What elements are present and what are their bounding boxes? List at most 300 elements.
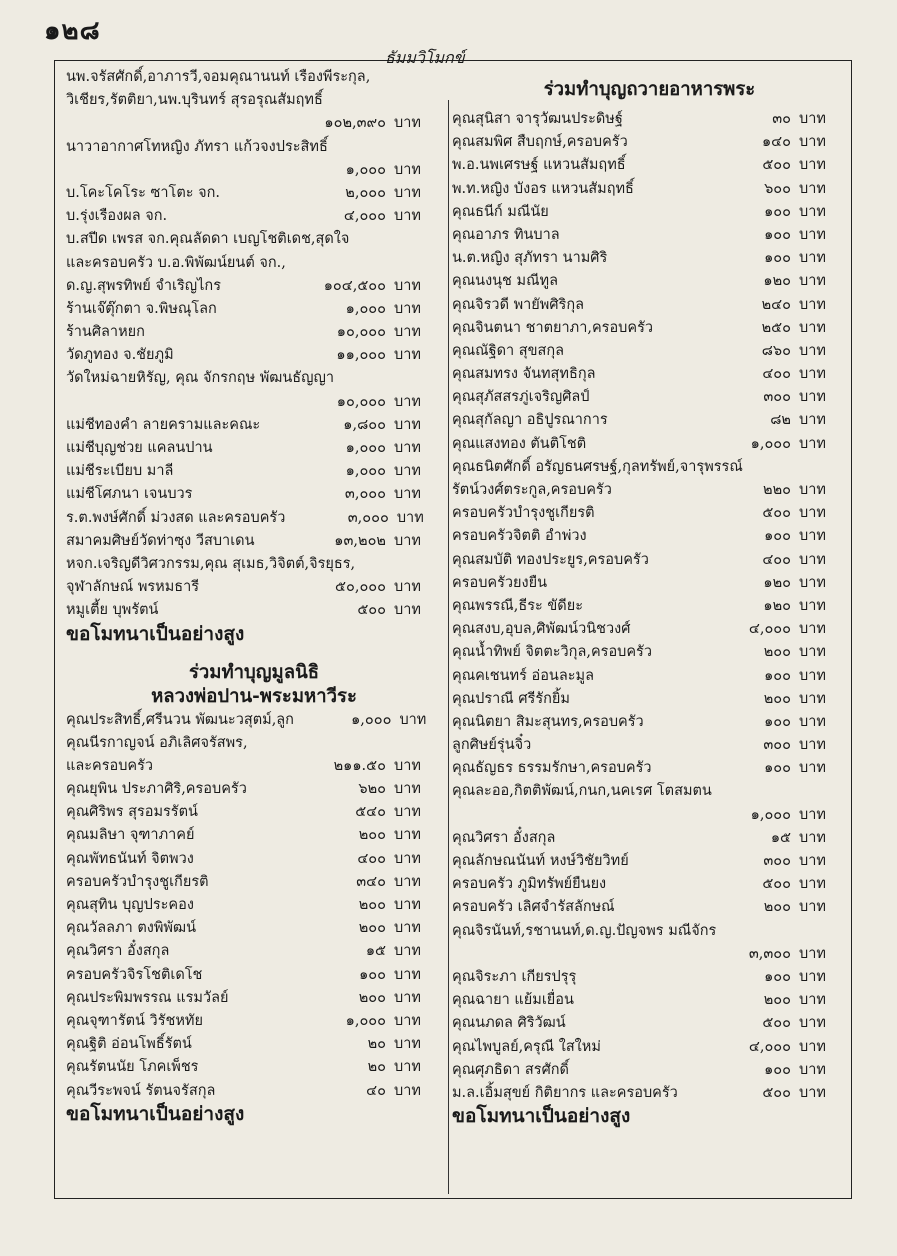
donor-name: คุณธัญธร ธรรมรักษา,ครอบครัว <box>452 760 652 777</box>
currency-unit: บาท <box>394 757 421 774</box>
donation-row <box>66 507 442 530</box>
donation-amount: ๑๒๐ <box>763 273 791 290</box>
currency-unit <box>394 732 442 755</box>
currency-unit: บาท <box>799 992 826 1009</box>
donor-name: บ.รุ่งเรืองผล จก. <box>66 208 168 225</box>
donor-name: คุณประพิมพรรณ แรมวัลย์ <box>66 989 229 1006</box>
donation-row <box>66 252 442 275</box>
donor-name: ม.ล.เอิ้มสุขย์ กิติยากร และครอบครัว <box>452 1084 678 1101</box>
foundation-donation-row <box>66 755 442 778</box>
currency-unit: บาท <box>799 111 826 127</box>
donation-amount: ๑๓,๒๐๒ <box>334 532 386 549</box>
currency-unit: บาท <box>394 1012 421 1029</box>
donation-amount: ๘๒ <box>770 412 791 429</box>
currency-unit: บาท <box>394 943 421 960</box>
donation-row <box>66 530 442 553</box>
currency-unit: บาท <box>799 157 826 174</box>
donation-amount: ๔๐๐ <box>357 850 386 867</box>
donor-name: ครอบครัวบำรุงชูเกียรติ <box>452 505 595 522</box>
section-heading: ร่วมทำบุญมูลนิธิ <box>188 661 320 683</box>
donation-amount <box>355 553 418 576</box>
donation-amount: ๑๑,๐๐๐ <box>336 347 386 364</box>
currency-unit: บาท <box>799 1084 826 1101</box>
donation-amount: ๓,๐๐๐ <box>347 509 389 526</box>
donation-amount: ๘๖๐ <box>761 342 791 359</box>
donation-row <box>66 391 442 414</box>
food-donation-row <box>452 734 847 757</box>
food-donation-row <box>452 850 847 873</box>
currency-unit: บาท <box>799 945 826 962</box>
donor-name: คุณศิริพร สุรอมรรัตน์ <box>66 804 198 821</box>
donor-name: คุณสุทิน บุญประคอง <box>66 897 194 913</box>
donor-name: ด.ญ.สุพรทิพย์ จำเริญไกร <box>66 277 222 294</box>
donor-name: คุณสุนิสา จารุวัฒนประดิษฐ์ <box>452 111 623 127</box>
donor-name: คุณวิศรา อั๋งสกุล <box>66 943 170 960</box>
donor-name: คุณศุภธิดา สรศักดิ์ <box>452 1061 569 1078</box>
currency-unit: บาท <box>394 184 421 201</box>
currency-unit: บาท <box>799 482 826 498</box>
currency-unit: บาท <box>394 463 421 480</box>
donor-name: คุณวัลลภา ตงพิพัฒน์ <box>66 920 196 937</box>
donation-amount: ๒๐๐ <box>358 897 386 913</box>
food-donation-row <box>452 502 847 525</box>
donor-name: ร้านเจ๊ตุ๊กตา จ.พิษณุโลก <box>66 300 217 317</box>
donation-amount: ๔๐๐ <box>762 551 791 568</box>
foundation-donation-row <box>66 778 442 801</box>
donation-amount: ๔,๐๐๐ <box>748 1038 791 1055</box>
food-donation-row <box>452 827 847 850</box>
currency-unit: บาท <box>394 579 421 596</box>
food-donation-row <box>452 317 847 340</box>
foundation-donation-row <box>66 987 442 1010</box>
donor-name: และครอบครัว <box>66 757 154 774</box>
foundation-donation-row <box>66 1010 442 1033</box>
donation-amount: ๑๐๐ <box>764 760 791 777</box>
donation-amount: ๕๐๐ <box>762 505 791 522</box>
currency-unit: บาท <box>799 134 826 151</box>
donation-amount: ๒๐๐ <box>763 992 791 1009</box>
header-title: ธัมมวิโมกข์ <box>385 48 465 67</box>
currency-unit: บาท <box>799 180 826 197</box>
currency-unit: บาท <box>799 667 826 684</box>
donation-amount: ๕๐๐ <box>762 1084 791 1101</box>
donor-name: คุณมลิษา จุฑาภาคย์ <box>66 827 195 844</box>
donor-name: คุณธนีก์ มณีนัย <box>452 203 549 220</box>
spacer <box>452 66 847 78</box>
donation-row <box>66 414 442 437</box>
currency-unit: บาท <box>799 574 826 591</box>
donor-name: คุณฐิติ อ่อนโพธิ์รัตน์ <box>66 1036 192 1053</box>
currency-unit: บาท <box>394 873 421 890</box>
donor-name: คุณพรรณี,ธีระ ขัดียะ <box>452 597 583 614</box>
donor-name: ครอบครัวบำรุงชูเกียรติ <box>66 873 209 890</box>
currency-unit: บาท <box>799 551 826 568</box>
donation-amount: ๒๕๐ <box>761 319 791 336</box>
food-donation-row <box>452 966 847 989</box>
donation-amount: ๑๐๐ <box>764 1061 791 1078</box>
donation-amount: ๑๕ <box>770 829 791 846</box>
currency-unit: บาท <box>799 760 826 777</box>
donation-row <box>66 576 442 599</box>
food-donation-row <box>452 873 847 896</box>
donation-amount: ๒๐๐ <box>358 989 386 1006</box>
donor-name: หมูเตี้ย บุพรัตน์ <box>66 602 159 619</box>
donor-name: แม่ชีทองคำ ลายครามและคณะ <box>66 416 261 433</box>
donation-row <box>66 321 442 344</box>
foundation-donation-row <box>66 824 442 847</box>
donation-amount: ๑,๘๐๐ <box>343 416 386 433</box>
donation-amount: ๑,๐๐๐ <box>351 711 392 728</box>
food-donation-row <box>452 757 847 780</box>
donation-amount: ๒๐๐ <box>358 920 386 937</box>
donor-name: คุณลักษณนันท์ หงษ์วิชัยวิทย์ <box>452 853 629 869</box>
donation-amount <box>716 920 803 943</box>
donor-name: ร.ต.พงษ์ศักดิ์ ม่วงสด และครอบครัว <box>66 509 286 526</box>
section-subheading: หลวงพ่อปาน-พระมหาวีระ <box>151 685 357 707</box>
currency-unit <box>801 780 847 803</box>
donor-name: สมาคมศิษย์วัดท่าซุง วีสบาเดน <box>66 532 255 549</box>
currency-unit: บาท <box>394 440 421 456</box>
donation-amount: ๑๐,๐๐๐ <box>336 324 386 341</box>
foundation-donation-row <box>66 871 442 894</box>
donor-name: คุณจิระภา เกียรปรุรุ <box>452 968 577 985</box>
currency-unit: บาท <box>799 968 826 985</box>
donor-name: คุณคเชนทร์ อ่อนละมูล <box>452 667 594 684</box>
donation-amount: ๓๔๐ <box>356 873 386 890</box>
donation-row <box>66 112 442 135</box>
donation-amount: ๑๐๐ <box>764 667 791 684</box>
donation-row <box>66 437 442 460</box>
food-donation-row <box>452 920 847 943</box>
donor-name: ครอบครัว เลิศจำรัสลักษณ์ <box>452 899 615 916</box>
food-donation-row <box>452 618 847 641</box>
donor-name: คุณฉายา แย้มเยื่อน <box>452 992 574 1009</box>
donation-row <box>66 599 442 622</box>
foundation-donation-row <box>66 848 442 871</box>
donation-row <box>66 275 442 298</box>
donor-name: หจก.เจริญดีวิศวกรรม,คุณ สุเมธ,วิจิตต์,จิรยุธร, <box>66 555 356 572</box>
left-column <box>66 66 442 1129</box>
donation-amount: ๑๒๐ <box>763 574 791 591</box>
foundation-donation-row <box>66 1056 442 1079</box>
donor-name: ลูกศิษย์รุ่นจิ๋ว <box>452 737 532 754</box>
donor-name: คุณวิศรา อั๋งสกุล <box>452 829 556 846</box>
currency-unit: บาท <box>799 412 826 429</box>
donation-amount: ๑๐๔,๕๐๐ <box>323 277 386 294</box>
page-number: ๑๒๘ <box>44 16 101 46</box>
spacer <box>66 649 442 661</box>
donor-name: คุณจิรวดี พายัพศิริกุล <box>452 296 585 313</box>
currency-unit: บาท <box>394 1082 421 1099</box>
donation-amount: ๑๔๐ <box>761 134 791 151</box>
donor-name: คุณแสงทอง ตันติโชติ <box>452 435 587 452</box>
donation-amount: ๑,๐๐๐ <box>750 435 791 452</box>
donor-name: คุณนภดล ศิริวัฒน์ <box>452 1015 566 1032</box>
currency-unit: บาท <box>394 277 421 294</box>
currency-unit: บาท <box>799 1015 826 1032</box>
food-donation-row <box>452 572 847 595</box>
food-donation-row <box>452 479 847 502</box>
currency-unit: บาท <box>394 161 421 178</box>
donation-amount: ๒๒๐ <box>763 482 791 498</box>
donation-amount: ๑๐๐ <box>764 528 791 545</box>
donor-name: แม่ชีระเบียบ มาลี <box>66 463 174 480</box>
food-donation-row <box>452 549 847 572</box>
donation-amount: ๒๐๐ <box>763 644 791 661</box>
food-donation-row <box>452 688 847 711</box>
currency-unit: บาท <box>394 1059 421 1076</box>
donor-name: คุณนิตยา สิมะสุนทร,ครอบครัว <box>452 713 644 730</box>
currency-unit <box>416 228 442 251</box>
donation-amount: ๔,๐๐๐ <box>748 621 791 638</box>
currency-unit: บาท <box>399 711 427 728</box>
currency-unit: บาท <box>799 505 826 522</box>
donation-amount: ๓,๐๐๐ <box>344 486 386 503</box>
donation-amount: ๑๐๐ <box>764 203 791 220</box>
donor-name: คุณจิรนันท์,รชานนท์,ด.ญ.ปัญจพร มณีจักร <box>452 922 717 939</box>
donation-amount: ๖๒๐ <box>358 781 386 798</box>
food-donation-row <box>452 1036 847 1059</box>
currency-unit: บาท <box>799 250 826 267</box>
donor-name: จุฬาลักษณ์ พรหมธารี <box>66 579 200 596</box>
currency-unit <box>410 136 442 159</box>
donation-amount: ๖๐๐ <box>764 180 791 197</box>
donation-amount: ๑๐๐ <box>764 250 791 267</box>
donor-name: แม่ชีบุญช่วย แคลนปาน <box>66 440 213 456</box>
food-donation-row <box>452 711 847 734</box>
foundation-donation-row <box>66 917 442 940</box>
donation-amount: ๑๐๐ <box>359 966 386 983</box>
currency-unit: บาท <box>799 296 826 313</box>
foundation-donation-row <box>66 964 442 987</box>
donation-row <box>66 159 442 182</box>
currency-unit: บาท <box>394 827 421 844</box>
donation-row <box>66 228 442 251</box>
currency-unit: บาท <box>394 300 421 317</box>
donation-amount: ๑๐๐ <box>764 713 791 730</box>
currency-unit: บาท <box>799 876 826 893</box>
donor-name: คุณนีรกาญจน์ อภิเลิศจรัสพร, <box>66 734 248 751</box>
donation-row <box>66 182 442 205</box>
food-donation-row <box>452 340 847 363</box>
food-donation-row <box>452 131 847 154</box>
currency-unit: บาท <box>394 347 421 364</box>
donor-name: ครอบครัว ภูมิทรัพย์ยืนยง <box>452 876 607 893</box>
thanks-text: ขอโมทนาเป็นอย่างสูง <box>66 622 245 645</box>
donor-name: วัดภูทอง จ.ชัยภูมิ <box>66 347 174 364</box>
donation-row <box>66 205 442 228</box>
donation-amount: ๒๑๑.๕๐ <box>333 757 386 774</box>
donor-name: ร้านศิลาหยก <box>66 324 145 341</box>
thanks-text: ขอโมทนาเป็นอย่างสูง <box>452 1105 631 1128</box>
donor-name: พ.ท.หญิง บังอร แหวนสัมฤทธิ์ <box>452 180 634 197</box>
currency-unit: บาท <box>394 1036 421 1053</box>
donation-amount: ๒๐๐ <box>763 690 791 707</box>
currency-unit: บาท <box>394 486 421 503</box>
food-donation-row <box>452 363 847 386</box>
donation-amount: ๕๐๐ <box>762 1015 791 1032</box>
currency-unit <box>397 252 442 275</box>
currency-unit: บาท <box>799 203 826 220</box>
donor-name: วัดใหม่ฉายหิรัญ, คุณ จักรกฤษ พัฒนธัญญา <box>66 370 335 387</box>
donor-name: ครอบครัวจิรโชติเดโช <box>66 966 203 983</box>
donation-amount: ๒๐๐ <box>358 827 386 844</box>
food-donation-row <box>452 154 847 177</box>
donation-amount: ๑๐๒,๓๙๐ <box>324 115 386 132</box>
donor-name: คุณปราณี ศรีรักยิ้ม <box>452 690 570 707</box>
donation-amount: ๔๐๐ <box>762 366 791 383</box>
currency-unit: บาท <box>799 597 826 614</box>
currency-unit: บาท <box>799 829 826 846</box>
donor-name <box>66 159 276 182</box>
donation-amount: ๓๐๐ <box>763 737 791 754</box>
donor-name <box>66 112 276 135</box>
food-donation-row <box>452 804 847 827</box>
foundation-donation-row <box>66 940 442 963</box>
currency-unit: บาท <box>394 989 421 1006</box>
section-heading: ร่วมทำบุญถวายอาหารพระ <box>543 79 756 100</box>
donor-name <box>452 943 705 966</box>
donor-name <box>452 804 705 827</box>
donation-amount <box>328 136 410 159</box>
foundation-donation-row <box>66 1080 442 1103</box>
currency-unit: บาท <box>394 208 421 225</box>
currency-unit: บาท <box>799 389 826 406</box>
donation-amount: ๒,๐๐๐ <box>345 184 386 201</box>
food-donation-row <box>452 1082 847 1105</box>
donation-amount: ๑,๐๐๐ <box>345 1012 386 1029</box>
foundation-donation-row <box>66 709 442 732</box>
food-donation-row <box>452 108 847 131</box>
food-donation-row <box>452 201 847 224</box>
donation-amount: ๑๐,๐๐๐ <box>336 393 386 410</box>
donation-row <box>66 344 442 367</box>
food-donation-row <box>452 1012 847 1035</box>
donor-name: คุณณัฐิดา สุขสกุล <box>452 342 565 359</box>
currency-unit: บาท <box>799 342 826 359</box>
currency-unit: บาท <box>799 806 826 823</box>
donation-amount <box>743 456 813 479</box>
donor-name: คุณจินตนา ชาตยาภา,ครอบครัว <box>452 319 654 336</box>
food-donation-row <box>452 178 847 201</box>
donation-amount: ๔๐ <box>366 1082 386 1099</box>
donor-name: แม่ชีโศภนา เจนบวร <box>66 486 193 503</box>
food-donation-row <box>452 433 847 456</box>
donation-amount <box>276 732 394 755</box>
donation-amount: ๑๕ <box>365 943 386 960</box>
donor-name <box>66 391 276 414</box>
food-donation-row <box>452 456 847 479</box>
donor-name: คุณสมทรง จันทสุทธิกุล <box>452 366 596 383</box>
currency-unit: บาท <box>394 532 421 549</box>
currency-unit: บาท <box>799 737 826 754</box>
food-donation-row <box>452 595 847 618</box>
donor-name: คุณจุฑารัตน์ วิรัชหทัย <box>66 1012 203 1029</box>
donation-amount: ๒๐ <box>367 1036 386 1053</box>
food-donation-row <box>452 989 847 1012</box>
donor-name: และครอบครัว บ.อ.พิพัฒน์ยนต์ จก., <box>66 254 286 271</box>
currency-unit: บาท <box>799 528 826 545</box>
currency-unit: บาท <box>799 899 826 916</box>
food-donation-row <box>452 270 847 293</box>
donation-amount: ๑,๐๐๐ <box>345 161 386 178</box>
foundation-donation-row <box>66 801 442 824</box>
donation-amount <box>286 252 397 275</box>
food-donation-row <box>452 224 847 247</box>
currency-unit <box>803 920 847 943</box>
currency-unit: บาท <box>394 416 421 433</box>
donation-amount: ๑๐๐ <box>764 968 791 985</box>
food-donation-row <box>452 665 847 688</box>
currency-unit: บาท <box>799 366 826 383</box>
food-donation-row <box>452 1059 847 1082</box>
donor-name: คุณอาภร ทินบาล <box>452 226 560 243</box>
donation-amount: ๕๐,๐๐๐ <box>335 579 386 596</box>
food-donation-row <box>452 247 847 270</box>
donation-row <box>66 483 442 506</box>
donation-row <box>66 553 442 576</box>
donation-amount: ๕๐๐ <box>762 157 791 174</box>
food-donation-row <box>452 943 847 966</box>
food-donation-row <box>452 525 847 548</box>
currency-unit: บาท <box>394 966 421 983</box>
food-donation-row <box>452 641 847 664</box>
food-donation-row <box>452 780 847 803</box>
donor-name: คุณสมบัติ ทองประยูร,ครอบครัว <box>452 551 649 568</box>
donation-amount: ๒๔๐ <box>761 296 791 313</box>
donor-name: ครอบครัวยงยืน <box>452 574 548 591</box>
donation-row <box>66 298 442 321</box>
donation-amount: ๑๐๐ <box>764 226 791 243</box>
donor-name: คุณน้ำทิพย์ จิตตะวิกุล,ครอบครัว <box>452 644 652 661</box>
donor-name: คุณละออ,กิตติพัฒน์,กนก,นคเรศ โตสมตน <box>452 783 712 800</box>
currency-unit: บาท <box>394 393 421 410</box>
currency-unit: บาท <box>799 853 826 869</box>
donation-amount: ๒๐๐ <box>763 899 791 916</box>
foundation-donation-row <box>66 732 442 755</box>
currency-unit: บาท <box>394 602 421 619</box>
donation-amount: ๒๐ <box>367 1059 386 1076</box>
currency-unit <box>813 456 847 479</box>
donation-amount: ๓๐๐ <box>763 389 791 406</box>
donation-amount <box>712 780 802 803</box>
currency-unit: บาท <box>799 690 826 707</box>
column-divider <box>448 100 449 1194</box>
donation-amount: ๓,๓๐๐ <box>748 945 791 962</box>
thanks-text: ขอโมทนาเป็นอย่างสูง <box>66 1102 245 1125</box>
donation-amount: ๕๐๐ <box>357 602 386 619</box>
donor-name: คุณนงนุช มณีทูล <box>452 273 558 290</box>
donor-name: คุณสุภัสสรภู่เจริญศิลป์ <box>452 389 590 406</box>
donation-amount: ๓๐๐ <box>763 853 791 869</box>
donor-name: บ.สปีด เพรส จก.คุณลัดดา เบญโชติเดช,สุดใจ <box>66 231 350 248</box>
donor-name: พ.อ.นพเศรษฐ์ แหวนสัมฤทธิ์ <box>452 157 626 174</box>
donation-amount <box>349 228 416 251</box>
donation-amount <box>334 367 412 390</box>
currency-unit: บาท <box>394 850 421 867</box>
right-column <box>452 66 847 1131</box>
donor-name: รัตน์วงศ์ตระกูล,ครอบครัว <box>452 482 612 498</box>
currency-unit: บาท <box>799 713 826 730</box>
donation-amount: ๔,๐๐๐ <box>343 208 386 225</box>
donor-name: คุณยุพิน ประภาศิริ,ครอบครัว <box>66 781 247 798</box>
donor-name: คุณสมพิศ สืบฤกษ์,ครอบครัว <box>452 134 628 151</box>
currency-unit: บาท <box>394 920 421 937</box>
donation-amount: ๕๐๐ <box>762 876 791 893</box>
donor-name: คุณธนิตศักดิ์ อรัญธนศรษฐ์,กุลทรัพย์,จารุพรรณ์ <box>452 458 743 475</box>
foundation-donation-row <box>66 1033 442 1056</box>
donation-amount: ๑,๐๐๐ <box>345 300 386 317</box>
